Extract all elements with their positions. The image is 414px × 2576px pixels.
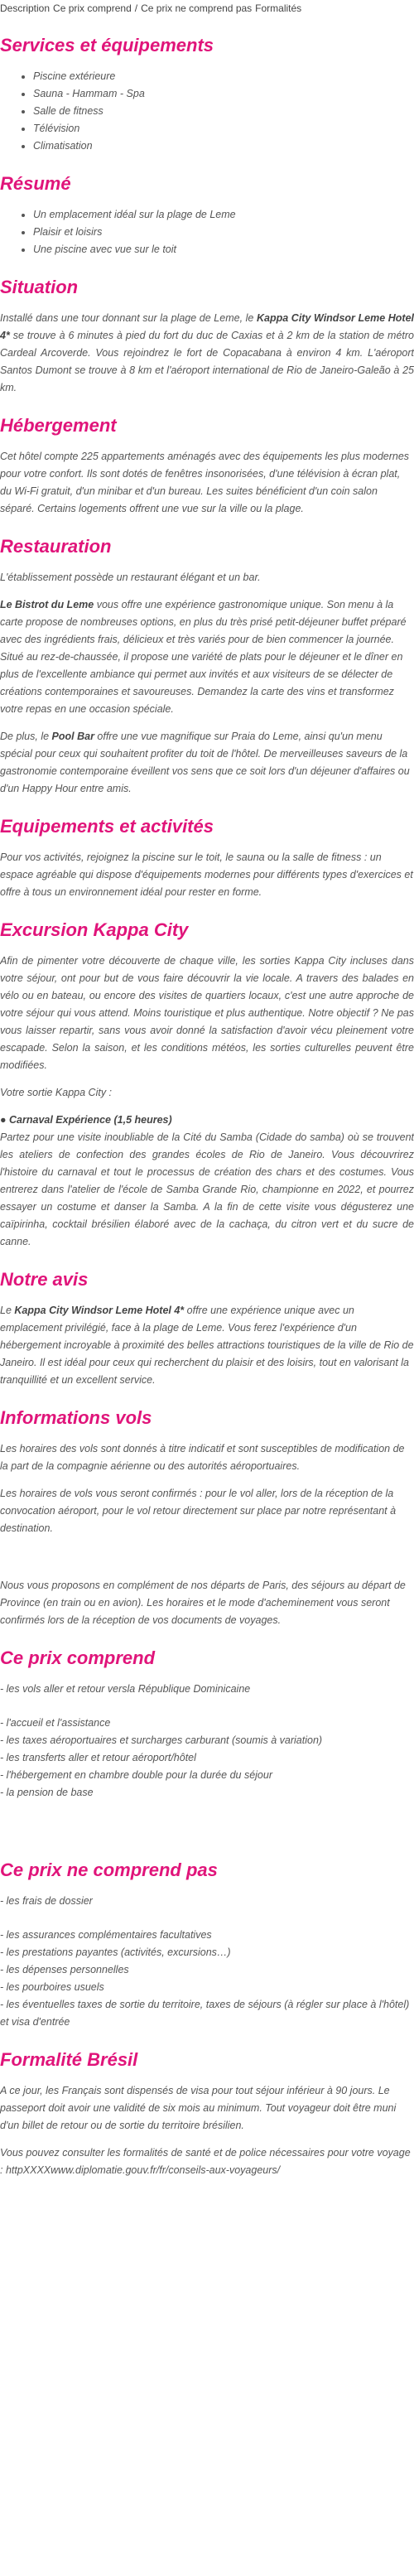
- hebergement-text: Cet hôtel compte 225 appartements aménagés avec des équipements les plus modernes pour votre confort. Ils sont dotés de fenêtres insonorisées, d'une télévision à écran plat, du Wi-Fi gratuit, d'un minibar et d'un bureau. Les suites bénéficient d'un coin salon séparé. Certains logements offrent une vue sur la ville ou la plage.: [0, 451, 410, 514]
- list-item: - l'hébergement en chambre double pour la durée du séjour: [0, 1769, 272, 1781]
- avis-text: Le Kappa City Windsor Leme Hotel 4* offre une expérience unique avec un emplacement privilégié, face à la plage de Leme. Vous ferez l'expérience d'un hébergement incroyable à proximité des belles attractions touristiques de la ville de Rio de Janeiro. Il est idéal pour ceux qui recherchent du plaisir et des loisirs, tout en valorisant la tranquillité et un excellent service.: [0, 1305, 414, 1386]
- restauration-bistrot-text: Le Bistrot du Leme vous offre une expérience gastronomique unique. Son menu à la carte propose de nombreuses options, en plus du très prisé petit-déjeuner buffet préparé avec des ingrédients frais, délicieux et très variés pour de bien commencer la journée. Situé au rez-de-chaussée, il propose une variété de plats pour le déjeuner et le dîner en plus de l'excellente ambiance qui permet aux invités et aux visiteurs de se délecter de créations contemporaines et savoureuses. Demandez la carte des vins et transformez votre repas en une occasion spéciale.: [0, 599, 407, 715]
- tab-formalites[interactable]: Formalités: [255, 2, 302, 14]
- equipements-text: Pour vos activités, rejoignez la piscine sur le toit, le sauna ou la salle de fitness : un espace agréable qui dispose d'équipements modernes pour différents types d'exercices et offre à tous un environnement idéal pour rester en forme.: [0, 851, 413, 898]
- list-item: - l'accueil et l'assistance: [0, 1717, 111, 1729]
- list-item: • Sauna - Hammam - Spa: [33, 85, 414, 103]
- vols-text-2: Les horaires de vols vous seront confirmés : pour le vol aller, lors de la réception de la convocation aéroport, pour le vol retour directement sur place par notre représentant à destination.: [0, 1488, 397, 1534]
- list-item: • Un emplacement idéal sur la plage de Leme: [33, 206, 414, 224]
- list-item: - les taxes aéroportuaires et surcharges carburant (soumis à variation): [0, 1734, 323, 1746]
- list-item: • Piscine extérieure: [33, 68, 414, 85]
- list-item: - les pourboires usuels: [0, 1981, 104, 1993]
- tab-ce-prix-ne-comprend-pas[interactable]: Ce prix ne comprend pas: [141, 2, 253, 14]
- tab-separator: /: [134, 2, 138, 14]
- list-item: - les dépenses personnelles: [0, 1964, 129, 1975]
- excursion-text: Afin de pimenter votre découverte de chaque ville, les sorties Kappa City incluses dans votre séjour, ont pour but de vous faire découvrir la vie locale. A travers des balades en vélo ou en bateau, ou encore des visites de quartiers locaux, c'est une autre approche de votre séjour qui vous attend. Moins touristique et plus authentique. Notre objectif ? Ne pas vous laisser repartir, sans vous avoir donné la satisfaction d'avoir vécu pleinement votre escapade. Selon la saison, et les conditions météos, les sorties culturelles peuvent être modifiées.: [0, 955, 414, 1071]
- equipements-heading: Equipements et activités: [0, 816, 214, 837]
- services-list: [0, 68, 414, 155]
- comprend-heading: Ce prix comprend: [0, 1647, 156, 1668]
- tab-description[interactable]: Description: [0, 2, 51, 14]
- formalite-text-1: A ce jour, les Français sont dispensés de visa pour tout séjour inférieur à 90 jours. Le passeport doit avoir une validité de six mois au minimum. Tout voyageur doit être muni d'un billet de retour ou de sortie du territoire brésilien.: [0, 2085, 397, 2131]
- tab-bar: [0, 0, 414, 17]
- resume-heading: Résumé: [0, 173, 71, 194]
- situation-heading: Situation: [0, 277, 79, 297]
- hebergement-heading: Hébergement: [0, 415, 117, 436]
- list-item: • Salle de fitness: [33, 103, 414, 120]
- list-item: • Une piscine avec vue sur le toit: [33, 241, 414, 258]
- restauration-poolbar-text: De plus, le Pool Bar offre une vue magnifique sur Praia do Leme, ainsi qu'un menu spécial pour ceux qui souhaitent profiter du toit de l'hôtel. De merveilleuses saveurs de la gastronomie contemporaine éveillent vos sens que ce soit lors d'un déjeuner d'affaires ou d'un Happy Hour entre amis.: [0, 731, 410, 794]
- list-item: • Climatisation: [33, 137, 414, 155]
- formalite-text-2: Vous pouvez consulter les formalités de santé et de police nécessaires pour votre voyage : httpXXXXwww.diplomatie.gouv.fr/fr/conseils-aux-voyageurs/: [0, 2147, 411, 2176]
- list-item: - les éventuelles taxes de sortie du territoire, taxes de séjours (à régler sur place à l'hôtel) et visa d'entrée: [0, 1999, 410, 2028]
- list-item: - la pension de base: [0, 1787, 94, 1798]
- situation-text: Installé dans une tour donnant sur la plage de Leme, le Kappa City Windsor Leme Hotel 4* se trouve à 6 minutes à pied du fort du duc de Caxias et à 2 km de la station de métro Cardeal Arcoverde. Vous rejoindrez le fort de Copacabana à environ 4 km. L'aéroport Santos Dumont se trouve à 8 km et l'aéroport international de Rio de Janeiro-Galeão à 25 km.: [0, 312, 414, 393]
- restauration-intro: L'établissement possède un restaurant élégant et un bar.: [0, 572, 261, 583]
- resume-list: [0, 206, 414, 258]
- excursion-sortie-label: Votre sortie Kappa City :: [0, 1087, 113, 1098]
- vols-text-1: Les horaires des vols sont donnés à titre indicatif et sont susceptibles de modification de la part de la compagnie aérienne ou des autorités aéroportuaires.: [0, 1443, 405, 1472]
- list-item: - les assurances complémentaires facultatives: [0, 1929, 212, 1941]
- list-item: - les transferts aller et retour aéroport/hôtel: [0, 1752, 196, 1763]
- ne-comprend-list: [0, 1893, 414, 2031]
- vols-text-3: Nous vous proposons en complément de nos départs de Paris, des séjours au départ de Province (en train ou en avion). Les horaires et le mode d'acheminement vous seront confirmés lors de la réception de vos documents de voyages.: [0, 1580, 406, 1626]
- list-item: - les vols aller et retour versla République Dominicaine: [0, 1683, 251, 1695]
- excursion-heading: Excursion Kappa City: [0, 919, 189, 940]
- avis-heading: Notre avis: [0, 1269, 89, 1290]
- excursion-item: ● Carnaval Expérience (1,5 heures) Partez pour une visite inoubliable de la Cité du Samba (Cidade do samba) où se trouvent les ateliers de confection des grandes écoles de Rio de Janeiro. Vous découvrirez l'histoire du carnaval et tout le processus de création des chars et des costumes. Vous entrerez dans l'atelier de l'école de Samba Grande Rio, championne en 2022, et pourrez essayer un costume et danser la Samba. A la fin de cette visite vous dégusterez une caïpirinha, cocktail brésilien élaboré avec de la cachaça, du citron vert et du sucre de canne.: [0, 1114, 414, 1247]
- services-heading: Services et équipements: [0, 35, 214, 55]
- restauration-heading: Restauration: [0, 536, 112, 557]
- list-item: - les prestations payantes (activités, excursions…): [0, 1946, 231, 1958]
- list-item: • Plaisir et loisirs: [33, 224, 414, 241]
- vols-heading: Informations vols: [0, 1407, 152, 1428]
- ne-comprend-heading: Ce prix ne comprend pas: [0, 1860, 218, 1880]
- tab-ce-prix-comprend[interactable]: Ce prix comprend: [53, 2, 132, 14]
- formalite-heading: Formalité Brésil: [0, 2049, 138, 2070]
- list-item: • Télévision: [33, 120, 414, 137]
- list-item: - les frais de dossier: [0, 1895, 93, 1907]
- comprend-list: [0, 1681, 414, 1802]
